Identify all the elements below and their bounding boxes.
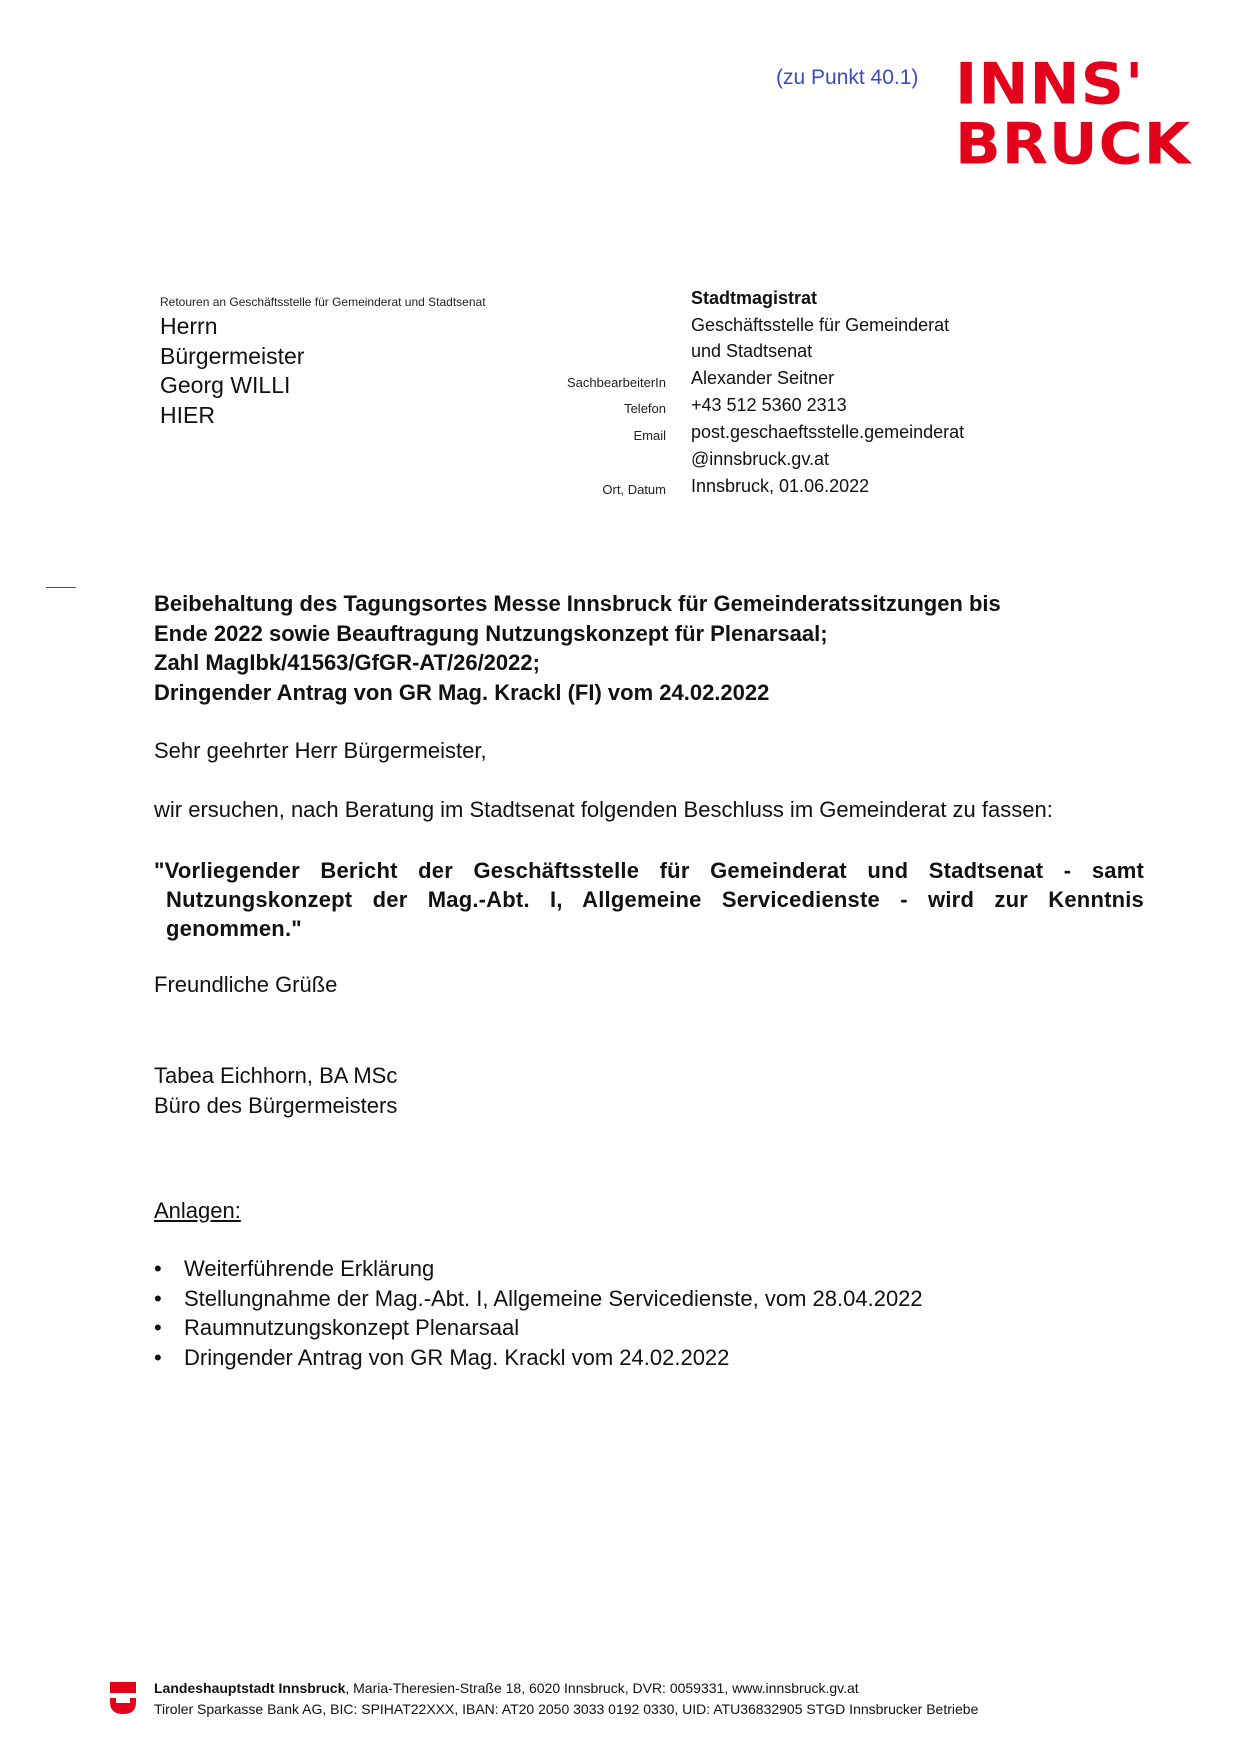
list-item: • Weiterführende Erklärung (154, 1254, 923, 1284)
list-item: • Raumnutzungskonzept Plenarsaal (154, 1313, 923, 1343)
footer-org: Landeshauptstadt Innsbruck (154, 1680, 346, 1696)
phone-value: +43 512 5360 2313 (691, 395, 847, 415)
clerk-label: SachbearbeiterIn (566, 375, 666, 390)
closing: Freundliche Grüße (154, 972, 338, 997)
attachments-heading: Anlagen: (154, 1198, 241, 1223)
footer-address: , Maria-Theresien-Straße 18, 6020 Innsbruck, DVR: 0059331, www.innsbruck.gv.at (345, 1680, 859, 1696)
subject-line: Beibehaltung des Tagungsortes Messe Innsbruck für Gemeinderatssitzungen bis (154, 591, 1001, 616)
recipient-block (160, 312, 304, 430)
footer (154, 1678, 978, 1720)
subject-line: Zahl MagIbk/41563/GfGR-AT/26/2022; (154, 650, 540, 675)
innsbruck-logo (955, 51, 1192, 178)
list-item: • Dringender Antrag von GR Mag. Krackl vom 24.02.2022 (154, 1343, 923, 1373)
city-crest-icon (108, 1680, 138, 1716)
reference-note: (zu Punkt 40.1) (776, 66, 919, 89)
recipient-line: Georg WILLI (160, 372, 291, 398)
sender-dept-1: Geschäftsstelle für Gemeinderat (691, 315, 950, 335)
list-item: • Stellungnahme der Mag.-Abt. I, Allgemeine Servicedienste, vom 28.04.2022 (154, 1284, 923, 1314)
request-text: wir ersuchen, nach Beratung im Stadtsenat folgenden Beschluss im Gemeinderat zu fassen: (154, 797, 1053, 822)
footer-line-1 (154, 1678, 978, 1699)
recipient-line: HIER (160, 401, 215, 428)
signature-block (154, 1061, 397, 1120)
phone-label: Telefon (624, 401, 666, 416)
return-address: Retouren an Geschäftsstelle für Gemeinderat und Stadtsenat (160, 295, 486, 309)
recipient-line: Bürgermeister (160, 342, 305, 369)
salutation: Sehr geehrter Herr Bürgermeister, (154, 738, 487, 763)
date-label: Ort, Datum (602, 482, 666, 497)
logo-line-2: BRUCK (955, 111, 1192, 178)
attachments-list (154, 1254, 923, 1372)
margin-mark (46, 587, 76, 588)
signature-name: Tabea Eichhorn, BA MSc (154, 1063, 398, 1088)
date-value: Innsbruck, 01.06.2022 (691, 476, 870, 496)
signature-office: Büro des Bürgermeisters (154, 1092, 398, 1118)
footer-line-2: Tiroler Sparkasse Bank AG, BIC: SPIHAT22XXX, IBAN: AT20 2050 3033 0192 0330, UID: ATU36832905 STGD Innsbrucker Betriebe (154, 1701, 979, 1717)
resolution-quote (154, 856, 1144, 943)
resolution-text: "Vorliegender Bericht der Geschäftsstelle für Gemeinderat und Stadtsenat - samt Nutzungskonzept der Mag.-Abt. I, Allgemeine Servicedienste - wird zur Kenntnis genommen." (154, 858, 1144, 941)
logo-line-1: INNS' (955, 51, 1145, 118)
subject-line: Dringender Antrag von GR Mag. Krackl (FI) vom 24.02.2022 (154, 679, 770, 705)
email-value-1[interactable]: post.geschaeftsstelle.gemeinderat (691, 422, 965, 442)
subject-block (154, 589, 1114, 707)
subject-line: Ende 2022 sowie Beauftragung Nutzungskonzept für Plenarsaal; (154, 620, 828, 646)
clerk-name: Alexander Seitner (691, 368, 835, 388)
recipient-line: Herrn (160, 313, 218, 339)
email-value-2[interactable]: @innsbruck.gv.at (691, 449, 829, 469)
sender-org: Stadtmagistrat (691, 288, 818, 308)
sender-dept-2: und Stadtsenat (691, 341, 813, 361)
email-label: Email (633, 428, 666, 443)
